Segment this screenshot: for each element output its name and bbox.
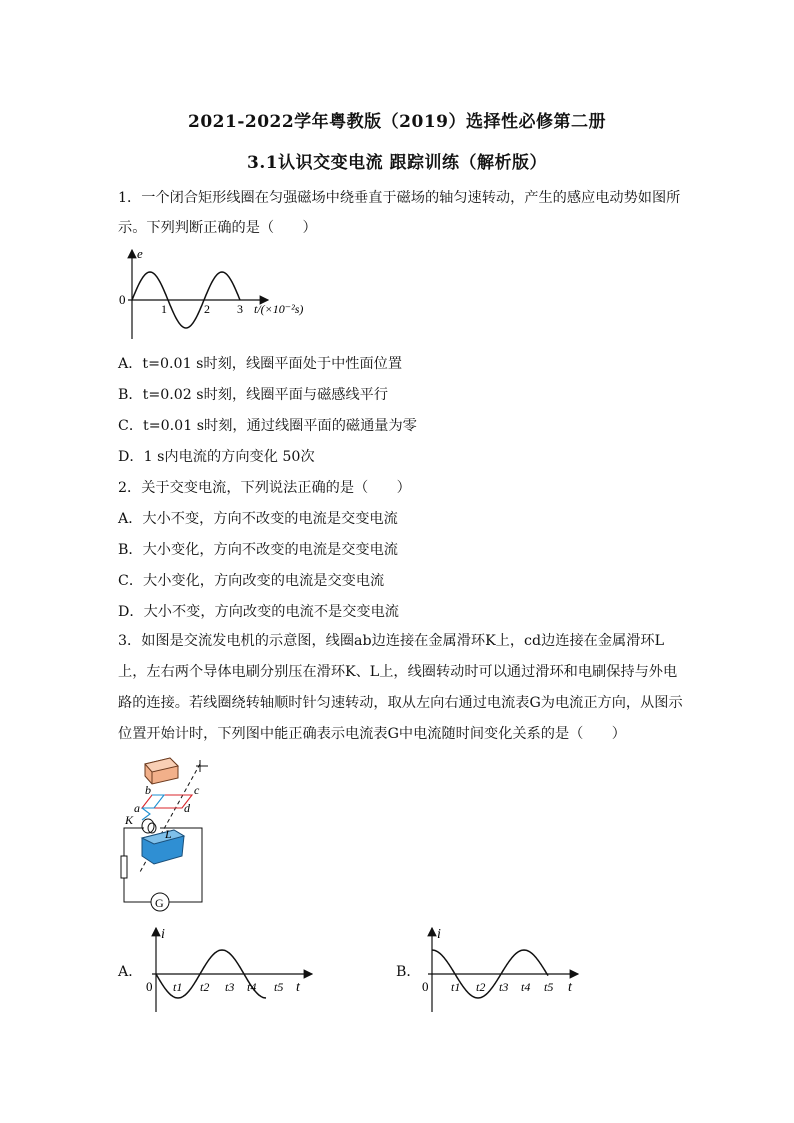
q2-option-c: C．大小变化，方向改变的电流是交变电流: [118, 573, 385, 589]
q3-label-l: L: [165, 827, 172, 841]
document-subtitle: 3.1认识交变电流 跟踪训练（解析版）: [247, 153, 547, 173]
q1-graph-ylabel: e: [137, 246, 143, 261]
q1-graph-tick: 2: [204, 302, 210, 316]
q1-stem-line2: 示。下列判断正确的是（ ）: [118, 220, 317, 236]
q3-label-a: a: [134, 801, 140, 815]
q1-option-d: D．1 s内电流的方向变化 50次: [118, 449, 315, 465]
q3-b-ylabel: i: [437, 927, 441, 942]
q3-stem: 3．如图是交流发电机的示意图，线圈ab边连接在金属滑环K上，cd边连接在金属滑环L上，左右两个导体电刷分别压在滑环K、L上，线圈转动时可以通过滑环和电刷保持与外电路的连接。若线圈绕转轴顺时针匀速转动，取从左向右通过电流表G为电流正方向，从图示位置开始计时，下列图中能正确表示电流表G中电流随时间变化关系的是（ ）: [118, 633, 683, 742]
q3-label-c: c: [194, 783, 200, 797]
q3-b-tick: t3: [499, 980, 509, 994]
q1-emf-graph: [110, 246, 330, 346]
q3-b-origin: 0: [422, 979, 429, 994]
q3-option-a-label: A．: [118, 964, 143, 980]
q3-b-tick: t1: [451, 980, 461, 994]
q3-option-a-graph: [140, 924, 320, 1014]
q2-option-a: A．大小不变，方向不改变的电流是交变电流: [118, 511, 398, 527]
q3-galvanometer-label: G: [155, 896, 164, 910]
q3-option-b-label: B．: [396, 964, 421, 980]
q3-label-k: K: [125, 813, 134, 827]
q1-graph-tick: 3: [237, 302, 243, 316]
q3-a-tick: t3: [225, 980, 235, 994]
q3-b-xlabel: t: [568, 980, 572, 995]
q3-label-d: d: [184, 801, 190, 815]
q3-label-b: b: [145, 783, 151, 797]
q3-b-tick: t4: [521, 980, 531, 994]
q2-stem: 2．关于交变电流，下列说法正确的是（ ）: [118, 480, 411, 496]
q1-stem-line1: 1．一个闭合矩形线圈在匀强磁场中绕垂直于磁场的轴匀速转动，产生的感应电动势如图所: [118, 190, 681, 206]
q3-a-tick: t2: [200, 980, 210, 994]
q3-option-b-graph: [416, 924, 596, 1014]
document-title: 2021-2022学年粤教版（2019）选择性必修第二册: [188, 112, 606, 132]
q2-option-d: D．大小不变，方向改变的电流不是交变电流: [118, 604, 399, 620]
q3-a-ylabel: i: [161, 927, 165, 942]
q1-graph-tick: 1: [161, 302, 167, 316]
q1-option-b: B．t=0.02 s时刻，线圈平面与磁感线平行: [118, 387, 389, 403]
q3-b-tick: t2: [476, 980, 486, 994]
q1-option-a: A．t=0.01 s时刻，线圈平面处于中性面位置: [118, 356, 403, 372]
q3-a-tick: t4: [247, 980, 257, 994]
q3-generator-diagram: [112, 752, 232, 917]
q1-option-c: C．t=0.01 s时刻，通过线圈平面的磁通量为零: [118, 418, 417, 434]
q3-a-origin: 0: [146, 979, 153, 994]
q1-graph-xlabel: t/(×10⁻²s): [254, 302, 304, 316]
q3-a-xlabel: t: [296, 980, 300, 995]
q2-option-b: B．大小变化，方向不改变的电流是交变电流: [118, 542, 398, 558]
q1-graph-origin: 0: [119, 292, 126, 307]
q3-a-tick: t5: [274, 980, 284, 994]
q3-a-tick: t1: [173, 980, 183, 994]
q3-b-tick: t5: [544, 980, 554, 994]
